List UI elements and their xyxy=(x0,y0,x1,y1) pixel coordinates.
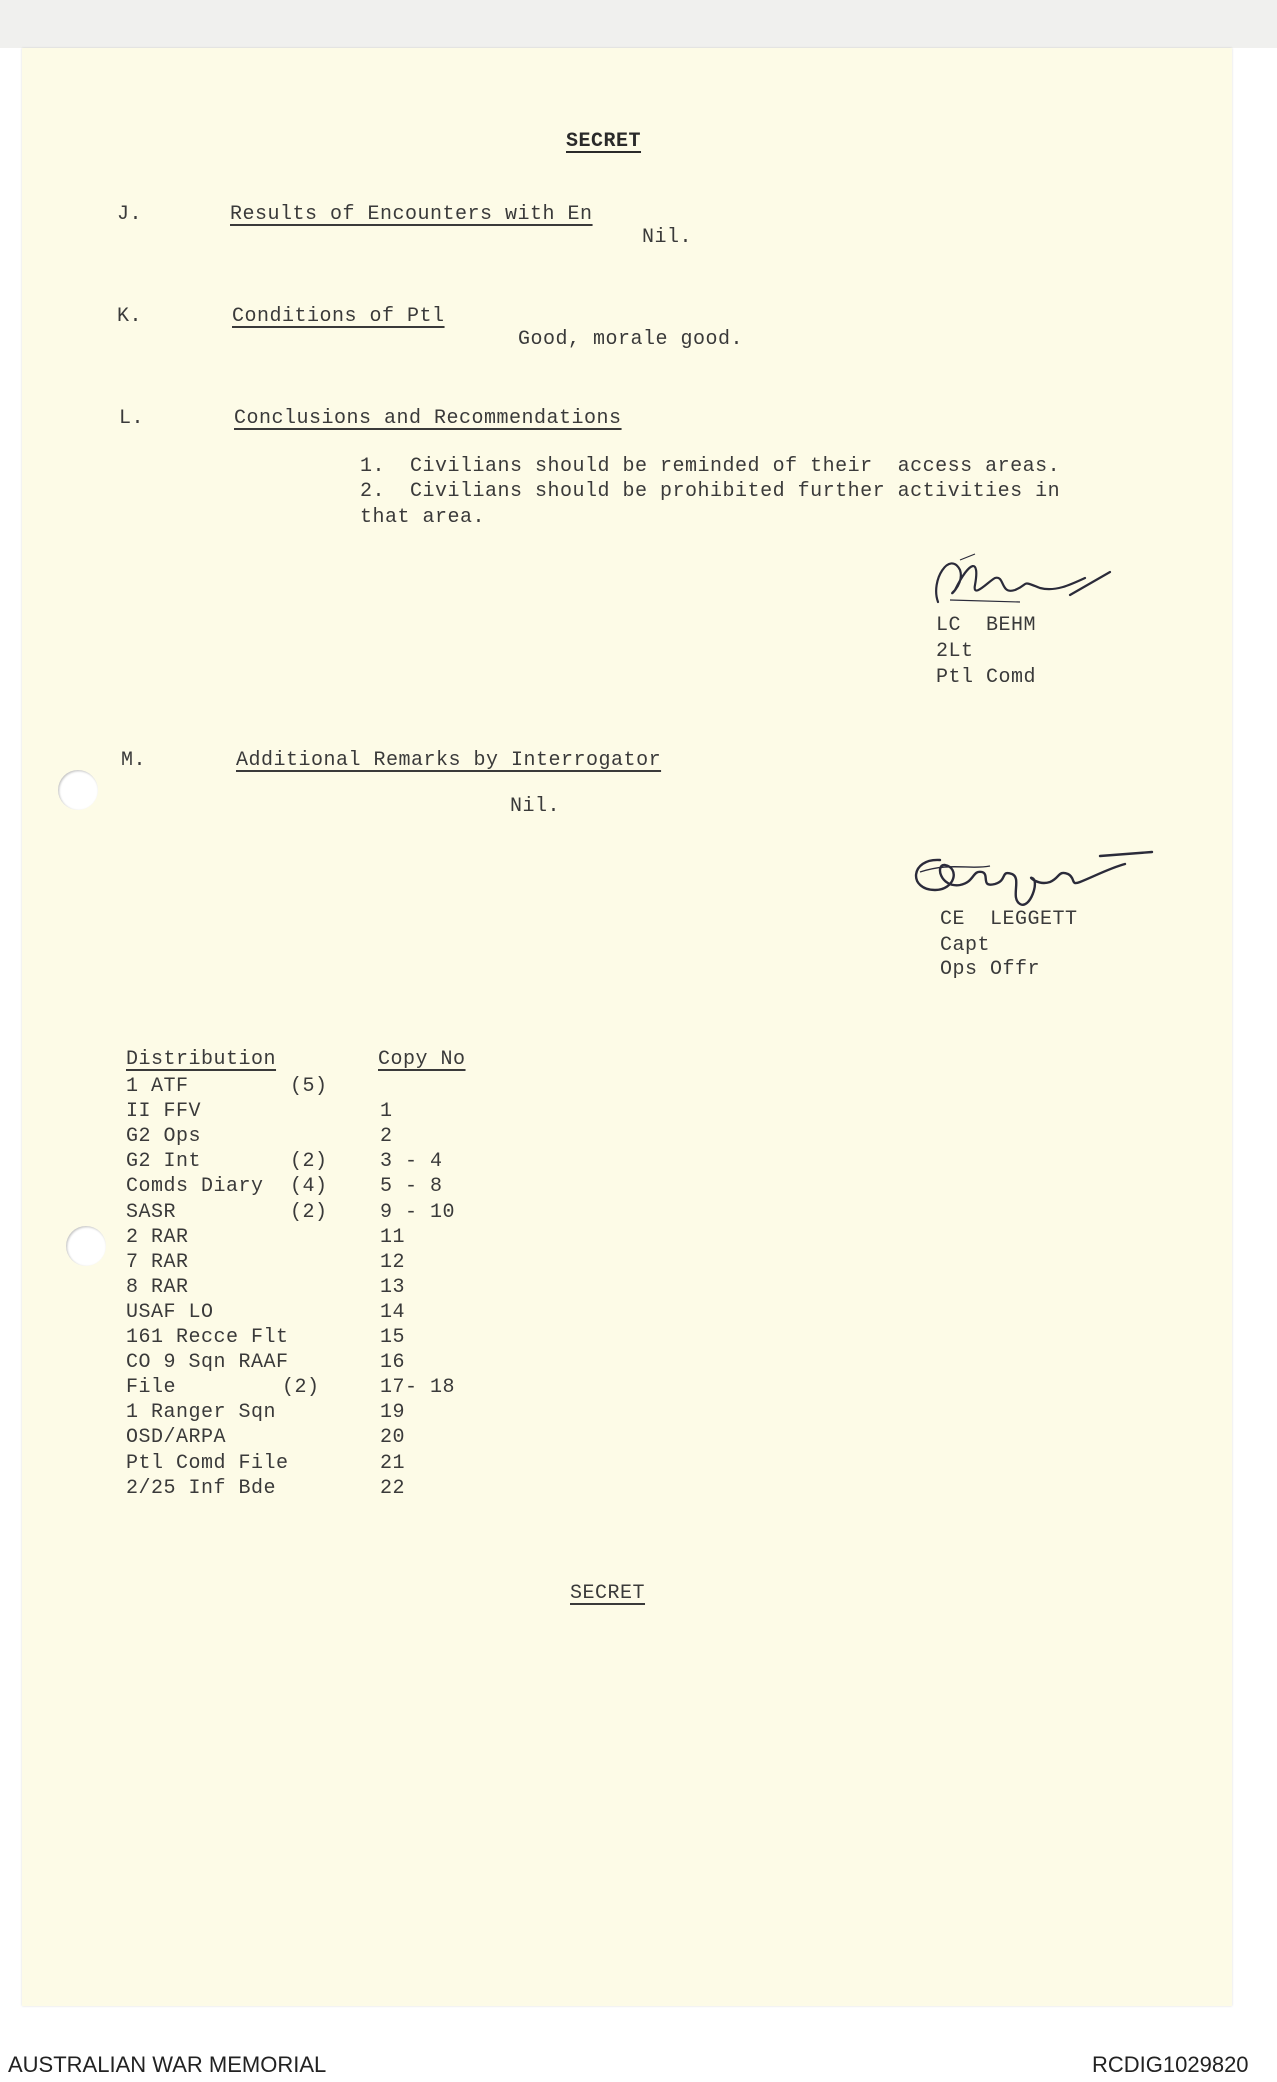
distribution-copy-no: 3 - 4 xyxy=(380,1150,443,1173)
distribution-count: (2) xyxy=(290,1201,328,1224)
section-k-letter: K. xyxy=(117,305,143,328)
recommendation-1: 1. Civilians should be reminded of their access areas. xyxy=(360,455,1061,478)
distribution-copy-no: 15 xyxy=(380,1326,406,1349)
distribution-copy-no: 19 xyxy=(380,1401,406,1424)
distribution-copy-no: 16 xyxy=(380,1351,406,1374)
distribution-copy-no: 22 xyxy=(380,1477,406,1500)
section-l-heading: Conclusions and Recommendations xyxy=(234,407,622,430)
signatory1-name: LC BEHM xyxy=(936,614,1037,637)
distribution-count: (4) xyxy=(290,1175,328,1198)
recommendation-2: 2. Civilians should be prohibited further activities in xyxy=(360,480,1061,503)
distribution-copy-no: 5 - 8 xyxy=(380,1175,443,1198)
distribution-recipient: 1 ATF xyxy=(126,1075,189,1098)
distribution-recipient: 7 RAR xyxy=(126,1251,189,1274)
distribution-copy-no: 13 xyxy=(380,1276,406,1299)
punch-hole-top xyxy=(58,770,98,810)
section-k-heading: Conditions of Ptl xyxy=(232,305,445,328)
distribution-recipient: G2 Ops xyxy=(126,1125,202,1148)
distribution-recipient: 8 RAR xyxy=(126,1276,189,1299)
signatory1-rank: 2Lt xyxy=(936,640,974,663)
distribution-copy-no: 17- 18 xyxy=(380,1376,456,1399)
recommendation-2-cont: that area. xyxy=(360,506,486,529)
distribution-copy-no: 9 - 10 xyxy=(380,1201,456,1224)
archive-id: RCDIG1029820 xyxy=(1092,2052,1249,2077)
section-j-body: Nil. xyxy=(642,226,693,249)
section-m-letter: M. xyxy=(121,749,147,772)
section-j-heading: Results of Encounters with En xyxy=(230,203,593,226)
signatory1-role: Ptl Comd xyxy=(936,666,1037,689)
distribution-recipient: Comds Diary xyxy=(126,1175,264,1198)
classification-header: SECRET xyxy=(566,130,642,153)
section-j-letter: J. xyxy=(117,203,143,226)
distribution-copy-no: 12 xyxy=(380,1251,406,1274)
section-k-body: Good, morale good. xyxy=(518,328,744,351)
distribution-count: (2) xyxy=(282,1376,320,1399)
distribution-recipient: Ptl Comd File xyxy=(126,1452,289,1475)
distribution-recipient: SASR xyxy=(126,1201,177,1224)
distribution-copy-no: 21 xyxy=(380,1452,406,1475)
distribution-recipient: II FFV xyxy=(126,1100,202,1123)
signatory2-rank: Capt xyxy=(940,934,991,957)
distribution-recipient: 1 Ranger Sqn xyxy=(126,1401,277,1424)
punch-hole-bottom xyxy=(66,1226,106,1266)
classification-footer: SECRET xyxy=(570,1582,646,1605)
distribution-header: Distribution xyxy=(126,1048,277,1071)
distribution-recipient: 2/25 Inf Bde xyxy=(126,1477,277,1500)
distribution-recipient: File xyxy=(126,1376,177,1399)
signature-behm xyxy=(920,540,1120,620)
distribution-count: (2) xyxy=(290,1150,328,1173)
distribution-copy-no: 14 xyxy=(380,1301,406,1324)
section-m-heading: Additional Remarks by Interrogator xyxy=(236,749,662,772)
distribution-recipient: 161 Recce Flt xyxy=(126,1326,289,1349)
distribution-copy-no: 2 xyxy=(380,1125,393,1148)
section-m-body: Nil. xyxy=(510,795,561,818)
distribution-recipient: CO 9 Sqn RAAF xyxy=(126,1351,289,1374)
distribution-recipient: 2 RAR xyxy=(126,1226,189,1249)
signatory2-role: Ops Offr xyxy=(940,958,1041,981)
copy-no-header: Copy No xyxy=(378,1048,466,1071)
distribution-recipient: OSD/ARPA xyxy=(126,1426,227,1449)
distribution-copy-no: 20 xyxy=(380,1426,406,1449)
scan-top-band xyxy=(0,0,1277,48)
distribution-copy-no: 1 xyxy=(380,1100,393,1123)
signatory2-name: CE LEGGETT xyxy=(940,908,1078,931)
archive-label: AUSTRALIAN WAR MEMORIAL xyxy=(8,2052,327,2077)
distribution-recipient: USAF LO xyxy=(126,1301,214,1324)
distribution-count: (5) xyxy=(290,1075,328,1098)
distribution-recipient: G2 Int xyxy=(126,1150,202,1173)
section-l-letter: L. xyxy=(119,407,145,430)
distribution-copy-no: 11 xyxy=(380,1226,406,1249)
